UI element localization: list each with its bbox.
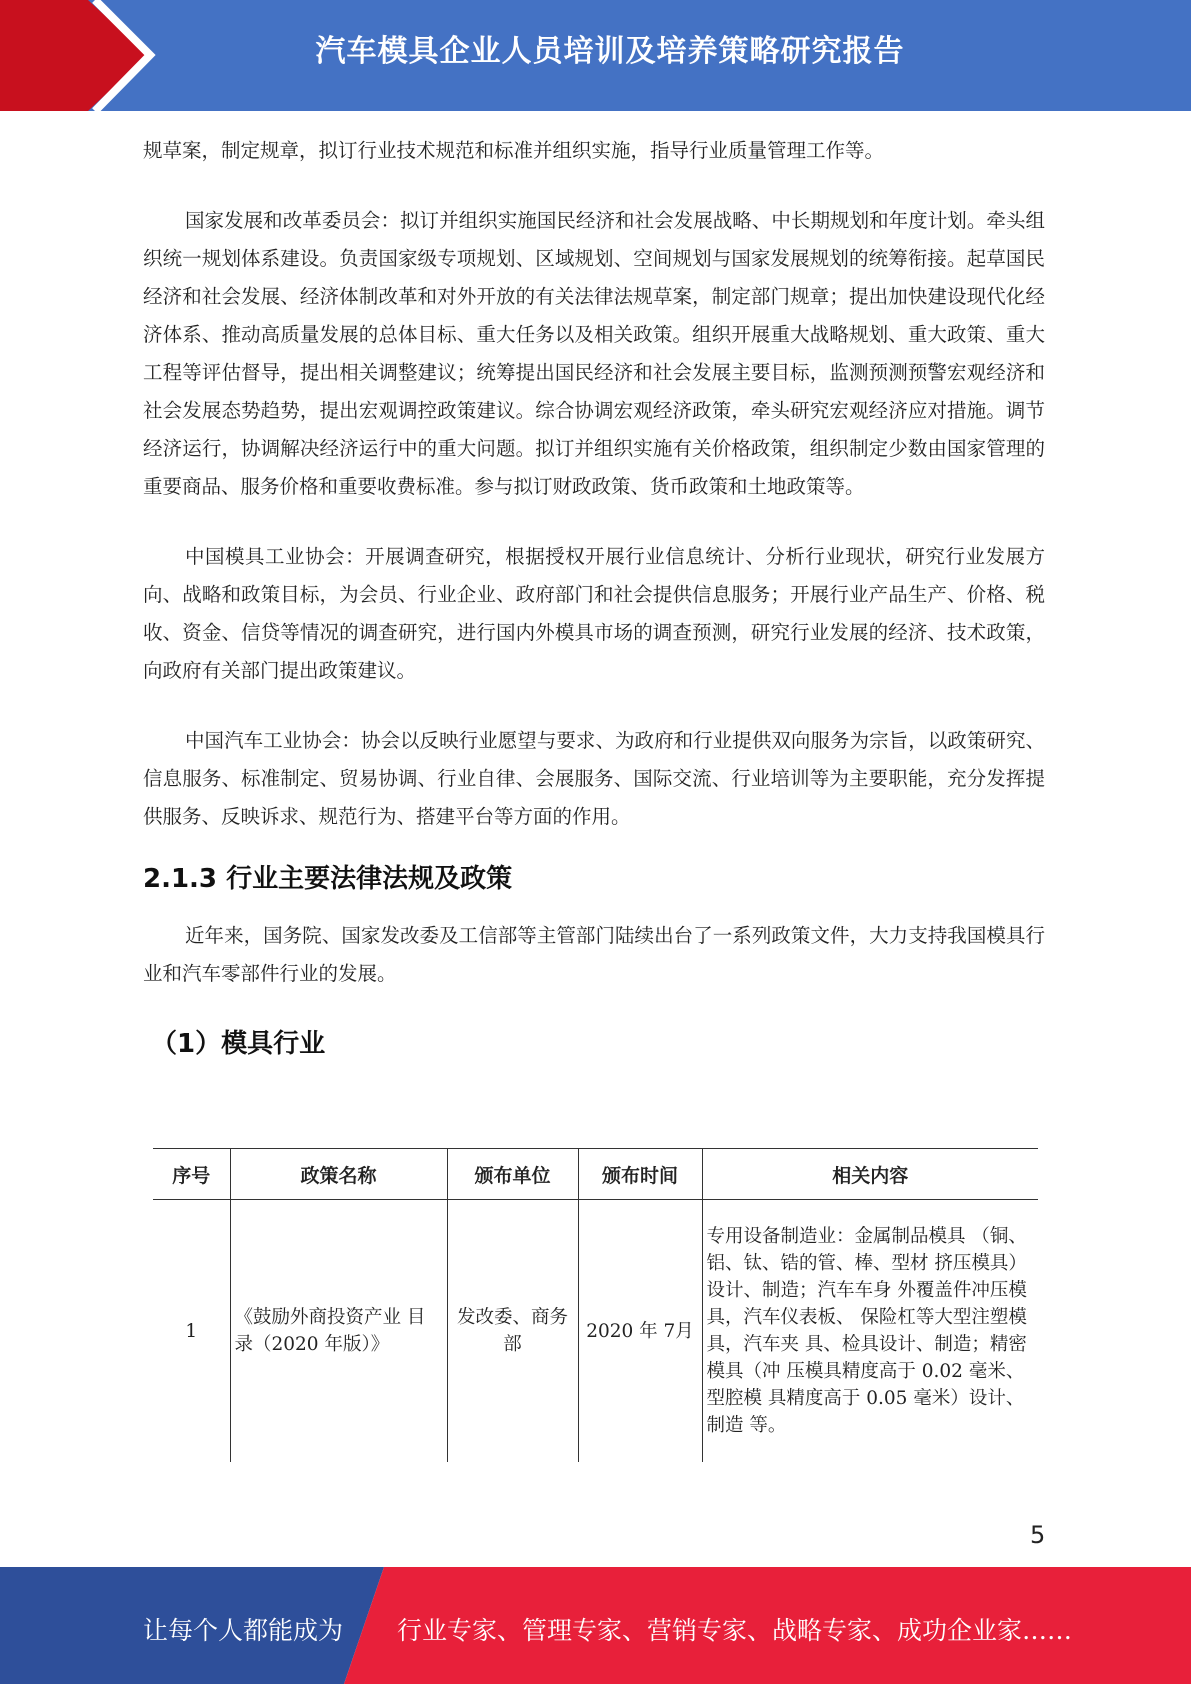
page-footer xyxy=(0,1567,1191,1684)
subsection-heading: （1）模具行业 xyxy=(151,1029,326,1059)
page-number: 5 xyxy=(1030,1521,1046,1549)
column-header: 相关内容 xyxy=(702,1149,1038,1200)
paragraph: 国家发展和改革委员会：拟订并组织实施国民经济和社会发展战略、中长期规划和年度计划。牵头组织统一规划体系建设。负责国家级专项规划、区域规划、空间规划与国家发展规划的统筹衔接。起草国民经济和社会发展、经济体制改革和对外开放的有关法律法规草案，制定部门规章；提出加快建设现代化经济体系、推动高质量发展的总体目标、重大任务以及相关政策。组织开展重大战略规划、重大政策、重大工程等评估督导，提出相关调整建议；统筹提出国民经济和社会发展主要目标，监测预测预警宏观经济和社会发展态势趋势，提出宏观调控政策建议。综合协调宏观经济政策，牵头研究宏观经济应对措施。调节经济运行，协调解决经济运行中的重大问题。拟订并组织实施有关价格政策，组织制定少数由国家管理的重要商品、服务价格和重要收费标准。参与拟订财政政策、货币政策和土地政策等。 xyxy=(143,209,1045,498)
cell-content: 专用设备制造业：金属制品模具 （铜、铝、钛、锆的管、棒、型材 挤压模具）设计、制造；汽车车身 外覆盖件冲压模具，汽车仪表板、 保险杠等大型注塑模具，汽车夹 具、检具设计、制造；精密模具（冲 压模具精度高于 0.02 毫米、型腔模 具精度高于 0.05 毫米）设计、制造 等。 xyxy=(702,1200,1038,1463)
body-content xyxy=(143,132,1045,1088)
footer-slogan-right: 行业专家、管理专家、营销专家、战略专家、成功企业家…… xyxy=(397,1616,1073,1645)
page-header xyxy=(0,0,1191,111)
column-header: 颁布单位 xyxy=(447,1149,578,1200)
footer-slogan-left: 让每个人都能成为 xyxy=(143,1616,344,1645)
paragraph: 规草案，制定规章，拟订行业技术规范和标准并组织实施，指导行业质量管理工作等。 xyxy=(143,139,885,162)
paragraph: 中国汽车工业协会：协会以反映行业愿望与要求、为政府和行业提供双向服务为宗旨，以政策研究、信息服务、标准制定、贸易协调、行业自律、会展服务、国际交流、行业培训等为主要职能，充分发挥提供服务、反映诉求、规范行为、搭建平台等方面的作用。 xyxy=(143,729,1045,828)
cell-number: 1 xyxy=(185,1320,198,1342)
paragraph: 中国模具工业协会：开展调查研究，根据授权开展行业信息统计、分析行业现状，研究行业发展方向、战略和政策目标，为会员、行业企业、政府部门和社会提供信息服务；开展行业产品生产、价格、税收、资金、信贷等情况的调查研究，进行国内外模具市场的调查预测，研究行业发展的经济、技术政策，向政府有关部门提出政策建议。 xyxy=(143,545,1045,682)
cell-policy-name: 《鼓励外商投资产业 目录（2020 年版）》 xyxy=(230,1200,447,1463)
column-header: 序号 xyxy=(153,1149,230,1200)
paragraph: 近年来，国务院、国家发改委及工信部等主管部门陆续出台了一系列政策文件，大力支持我国模具行业和汽车零部件行业的发展。 xyxy=(143,924,1045,985)
column-header: 颁布时间 xyxy=(578,1149,702,1200)
policy-table xyxy=(153,1148,1038,1462)
cell-date: 2020 年 7月 xyxy=(578,1200,702,1463)
cell-issuer: 发改委、商务部 xyxy=(447,1200,578,1463)
column-header: 政策名称 xyxy=(230,1149,447,1200)
table-header-row xyxy=(153,1149,1038,1200)
table-row xyxy=(153,1200,1038,1463)
report-title: 汽车模具企业人员培训及培养策略研究报告 xyxy=(315,34,905,69)
section-heading: 2.1.3 行业主要法律法规及政策 xyxy=(143,864,513,894)
